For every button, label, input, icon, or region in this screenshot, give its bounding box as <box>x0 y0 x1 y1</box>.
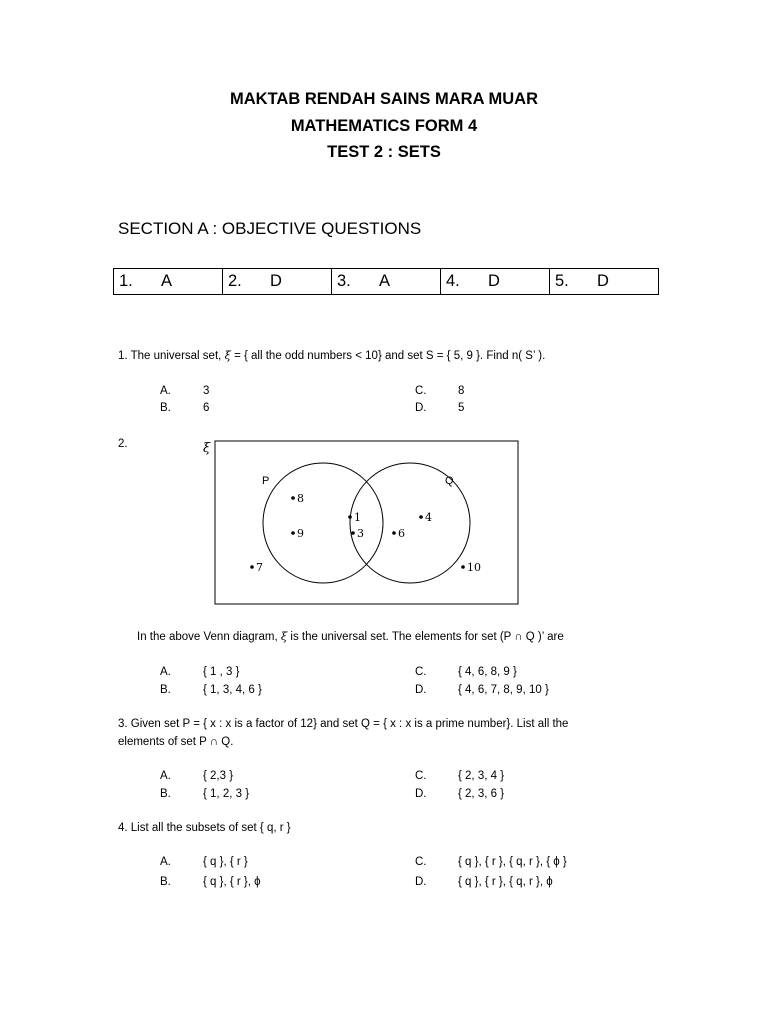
element-1: 1 <box>354 511 361 524</box>
universal-set-rectangle <box>215 441 518 604</box>
question-2-text <box>137 629 564 643</box>
option-letter: C. <box>415 770 427 782</box>
set-q-label: Q <box>445 475 454 487</box>
option-letter: B. <box>160 788 171 800</box>
q3-option-a: { 2,3 } <box>203 770 234 782</box>
question-text: 1. The universal set, <box>118 350 222 362</box>
school-name: MAKTAB RENDAH SAINS MARA MUAR <box>230 90 538 108</box>
element-6: 6 <box>398 527 405 540</box>
option-letter: C. <box>415 856 427 868</box>
option-letter: C. <box>415 666 427 678</box>
q1-option-a: 3 <box>203 385 210 397</box>
answer-letter: D <box>270 272 282 290</box>
universal-set-symbol: ξ <box>280 629 288 643</box>
question-text: is the universal set. The elements for set (P ∩ Q )’ are <box>290 631 564 643</box>
element-10: 10 <box>467 561 481 574</box>
option-letter: A. <box>160 385 171 397</box>
element-dot <box>291 496 295 500</box>
answer-number: 3. <box>337 272 351 290</box>
question-4-text: 4. List all the subsets of set { q, r } <box>118 822 291 834</box>
element-4: 4 <box>425 511 432 524</box>
element-7: 7 <box>256 561 263 574</box>
option-letter: A. <box>160 856 171 868</box>
question-text: In the above Venn diagram, <box>137 631 278 643</box>
question-text: = { all the odd numbers < 10} and set S = { 5, 9 }. Find n( S’ ). <box>234 350 546 362</box>
element-9: 9 <box>297 527 304 540</box>
section-title: SECTION A : OBJECTIVE QUESTIONS <box>118 219 422 238</box>
q1-option-d: 5 <box>458 402 465 414</box>
option-letter: D. <box>415 876 427 888</box>
q1-option-c: 8 <box>458 385 465 397</box>
universal-set-symbol: ξ <box>203 441 211 456</box>
q2-option-d: { 4, 6, 7, 8, 9, 10 } <box>458 684 549 696</box>
element-dot <box>348 515 352 519</box>
q2-option-c: { 4, 6, 8, 9 } <box>458 666 517 678</box>
universal-set-symbol: ξ <box>224 348 231 362</box>
element-dot <box>250 565 254 569</box>
q4-option-b: { q }, { r }, ϕ <box>203 876 261 888</box>
question-3-line-2: elements of set P ∩ Q. <box>118 736 234 748</box>
answer-letter: A <box>379 272 391 290</box>
element-dot <box>291 531 295 535</box>
answer-letter: A <box>161 272 173 290</box>
element-dot <box>461 565 465 569</box>
q2-option-a: { 1 , 3 } <box>203 666 240 678</box>
option-letter: D. <box>415 788 427 800</box>
option-letter: C. <box>415 385 427 397</box>
q4-option-a: { q }, { r } <box>203 856 248 868</box>
set-p-circle <box>263 463 383 583</box>
answer-letter: D <box>488 272 500 290</box>
q3-option-d: { 2, 3, 6 } <box>458 788 505 800</box>
test-title: TEST 2 : SETS <box>327 143 441 161</box>
subject-title: MATHEMATICS FORM 4 <box>290 117 478 135</box>
answer-number: 5. <box>555 272 569 290</box>
element-dot <box>392 531 396 535</box>
option-letter: B. <box>160 876 171 888</box>
option-letter: B. <box>160 402 171 414</box>
q4-option-c: { q }, { r }, { q, r }, { ϕ } <box>458 856 567 868</box>
q3-option-c: { 2, 3, 4 } <box>458 770 505 782</box>
option-letter: A. <box>160 770 171 782</box>
element-dot <box>419 515 423 519</box>
option-letter: B. <box>160 684 171 696</box>
element-dot <box>351 531 355 535</box>
q3-option-b: { 1, 2, 3 } <box>203 788 250 800</box>
question-2-number: 2. <box>118 438 128 450</box>
set-p-label: P <box>262 475 270 487</box>
option-letter: D. <box>415 684 427 696</box>
answer-number: 4. <box>446 272 460 290</box>
question-3-line-1: 3. Given set P = { x : x is a factor of 12} and set Q = { x : x is a prime number}. List all the <box>118 718 569 730</box>
element-8: 8 <box>297 492 304 505</box>
option-letter: D. <box>415 402 427 414</box>
q1-option-b: 6 <box>203 402 210 414</box>
answer-letter: D <box>597 272 609 290</box>
answer-number: 2. <box>228 272 242 290</box>
q2-option-b: { 1, 3, 4, 6 } <box>203 684 262 696</box>
element-3: 3 <box>357 527 364 540</box>
answer-number: 1. <box>119 272 133 290</box>
option-letter: A. <box>160 666 171 678</box>
q4-option-d: { q }, { r }, { q, r }, ϕ <box>458 876 553 888</box>
